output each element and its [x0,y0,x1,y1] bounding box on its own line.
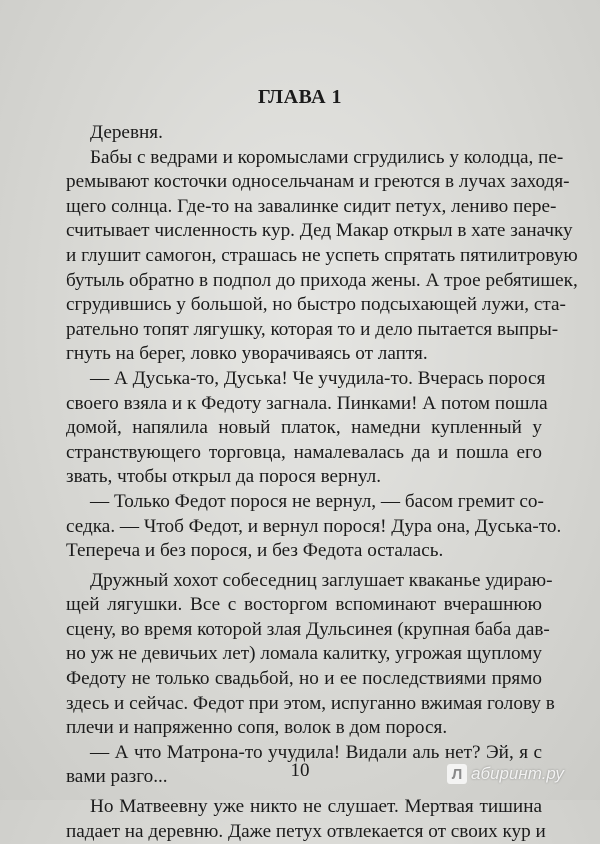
text-line: Бабы с ведрами и коромыслами сгрудились у колодца, пе- [90,146,564,168]
text-line: Деревня. [90,122,163,143]
text-line: рательно топят лягушку, которая то и дело пытается выпры- [66,318,559,340]
text-line: и глушит самогон, страшась не успеть спрятать пятилитровую [66,244,578,266]
text-line: Дружный хохот собеседниц заглушает кваканье удираю- [90,569,553,591]
text-line: — А что Матрона-то учудила! Видали аль нет? Эй, я с [90,741,542,763]
text-line: вами разго... [66,766,168,788]
text-line: седка. — Чтоб Федот, и вернул порося! Дура она, Дуська-то. [66,515,562,537]
text-line: ремывают косточки односельчанам и греются в лучах заходя- [66,171,570,193]
text-line: своего взяла и к Федоту загнала. Пинками! А потом пошла [66,392,548,414]
labirint-watermark [447,764,564,784]
page-number: 10 [290,760,310,781]
text-line: считывает численность кур. Дед Макар открыл в хате заначку [66,220,573,242]
labirint-logo-icon: Л [447,764,467,784]
text-line: сгрудившись у большой, но быстро подсыхающей лужи, ста- [66,294,566,316]
text-line: странствующего торговца, намалевалась да и пошла его [66,441,542,463]
text-line: — Только Федот порося не вернул, — басом гремит со- [90,490,544,512]
text-line: Но Матвеевну уже никто не слушает. Мертвая тишина [90,796,542,818]
text-line: плечи и напряженно сопя, волок в дом порося. [66,717,448,739]
text-line: бутыль обратно в подпол до прихода жены. А трое ребятишек, [66,269,578,291]
text-line: звать, чтобы открыл да порося вернул. [66,466,382,488]
text-line: сцену, во время которой злая Дульсинея (крупная баба дав- [66,618,550,640]
text-line: щей лягушки. Все с восторгом вспоминают вчерашнюю [66,594,542,616]
text-line: здесь и сейчас. Федот при этом, испуганно вжимая голову в [66,692,555,714]
text-line: гнуть на берег, ловко уворачиваясь от лаптя. [66,343,428,365]
text-line: но уж не девичьих лет) ломала калитку, угрожая щуплому [66,643,542,665]
text-line: Федоту не только свадьбой, но и ее последствиями прямо [66,668,542,690]
text-line: Тепереча и без порося, и без Федота осталась. [66,540,444,562]
body-text [66,121,578,844]
text-line: падает на деревню. Даже петух отвлекается от своих кур и [66,820,546,842]
text-line: — А Дуська-то, Дуська! Че учудила-то. Вчерась порося [90,367,546,389]
text-line: домой, напялила новый платок, намедни купленный у [66,417,542,439]
text-line: щего солнца. Где-то на завалинке сидит петух, лениво пере- [66,195,557,217]
watermark-text: абиринт.ру [471,764,564,783]
chapter-title: ГЛАВА 1 [257,86,343,108]
